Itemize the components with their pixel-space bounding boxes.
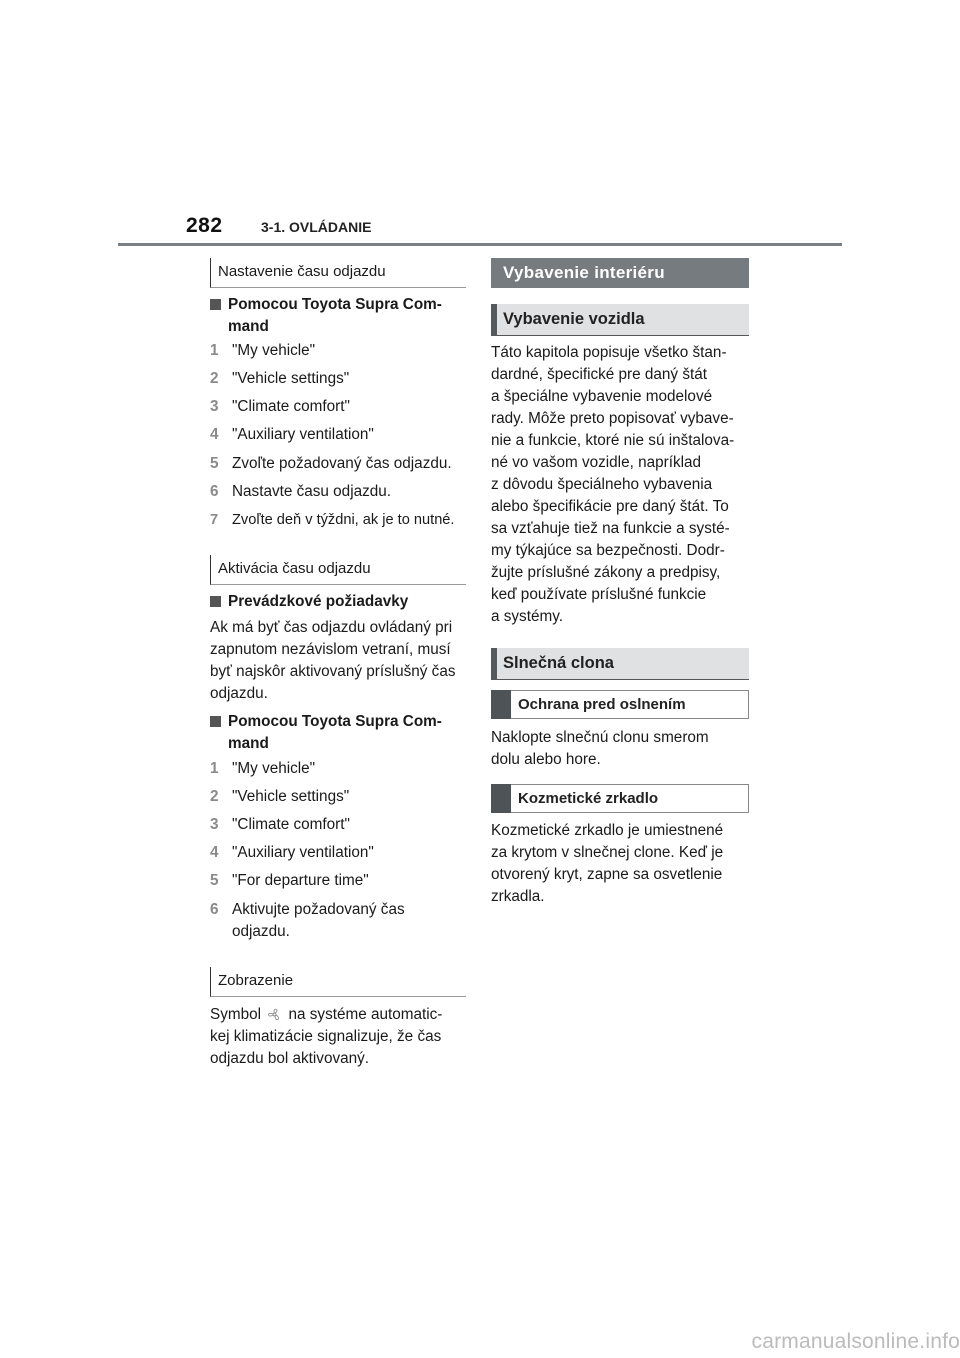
section-box-display: Zobrazenie xyxy=(210,967,466,997)
section-banner-sun-visor: Slnečná clona xyxy=(491,648,749,680)
sub-banner-mirror xyxy=(491,784,749,813)
step-item: 3 "Climate comfort" xyxy=(210,816,350,833)
heading-line-2: mand xyxy=(228,735,269,752)
display-paragraph: Symbol na systéme automatic- kej klimatizácie signalizuje, že čas odjazdu bol aktivovaný. xyxy=(210,1006,443,1067)
section-heading-supra-command-1 xyxy=(210,294,468,338)
intro-paragraph: Táto kapitola popisuje všetko štan- dardné, špecifické pre daný štát a špeciálne vybavenie modelové rady. Môže preto popisovať vybave- nie a funkcie, ktoré nie sú inštalova- né vo vašom vozidle, napríklad z dôvodu špeciálneho vybavenia alebo špecifikácie pre daný štát. To sa vzťahuje tiež na funkcie a systé- my týkajúce sa bezpečnosti. Dodr- žujte príslušné zákony a predpisy, keď používate príslušné funkcie a systémy. xyxy=(491,344,735,625)
requirements-paragraph: Ak má byť čas odjazdu ovládaný pri zapnutom nezávislom vetraní, musí byť najskôr aktivovaný príslušný čas odjazdu. xyxy=(210,619,456,702)
banner-marker xyxy=(491,690,511,719)
heading-text: Prevádzkové požiadavky xyxy=(228,593,409,610)
step-item: 2 "Vehicle settings" xyxy=(210,370,350,387)
page-number: 282 xyxy=(186,214,223,237)
chapter-title: 3-1. OVLÁDANIE xyxy=(261,219,372,235)
sub-banner-label: Kozmetické zrkadlo xyxy=(518,790,659,807)
step-item: 5 "For departure time" xyxy=(210,872,369,889)
step-item: 4 "Auxiliary ventilation" xyxy=(210,844,374,861)
sub-banner-glare xyxy=(491,690,749,719)
step-item: 3 "Climate comfort" xyxy=(210,398,350,415)
step-item: 1 "My vehicle" xyxy=(210,760,316,777)
square-bullet-icon xyxy=(210,596,221,607)
section-banner-vehicle-equipment: Vybavenie vozidla xyxy=(491,304,749,336)
step-item: 1 "My vehicle" xyxy=(210,342,316,359)
section-box-departure-time: Nastavenie času odjazdu xyxy=(210,258,466,288)
fan-icon xyxy=(267,1008,282,1021)
mirror-paragraph: Kozmetické zrkadlo je umiestnené za krytom v slnečnej clone. Keď je otvorený kryt, zapne sa osvetlenie zrkadla. xyxy=(491,822,724,905)
step-item: 7 Zvoľte deň v týždni, ak je to nutné. xyxy=(210,512,455,528)
step-continuation: odjazdu. xyxy=(232,923,290,940)
watermark: carmanualsonline.info xyxy=(751,1330,960,1353)
glare-paragraph: Naklopte slnečnú clonu smerom dolu alebo hore. xyxy=(491,729,709,768)
square-bullet-icon xyxy=(210,716,221,727)
section-heading-supra-command-2 xyxy=(210,711,468,755)
step-item: 6 Nastavte času odjazdu. xyxy=(210,483,392,500)
sub-banner-label: Ochrana pred oslnením xyxy=(518,696,686,713)
chapter-banner-interior: Vybavenie interiéru xyxy=(491,258,749,288)
step-item: 6 Aktivujte požadovaný čas odjazdu. xyxy=(210,899,468,943)
header-rule xyxy=(118,243,842,246)
section-heading-requirements xyxy=(210,591,468,613)
heading-line-1: Pomocou Toyota Supra Com- xyxy=(228,713,442,730)
heading-line-1: Pomocou Toyota Supra Com- xyxy=(228,296,442,313)
step-item: 2 "Vehicle settings" xyxy=(210,788,350,805)
section-box-activation: Aktivácia času odjazdu xyxy=(210,555,466,585)
step-item: 4 "Auxiliary ventilation" xyxy=(210,426,374,443)
heading-line-2: mand xyxy=(228,318,269,335)
banner-marker xyxy=(491,784,511,813)
step-item: 5 Zvoľte požadovaný čas odjazdu. xyxy=(210,455,452,472)
square-bullet-icon xyxy=(210,299,221,310)
